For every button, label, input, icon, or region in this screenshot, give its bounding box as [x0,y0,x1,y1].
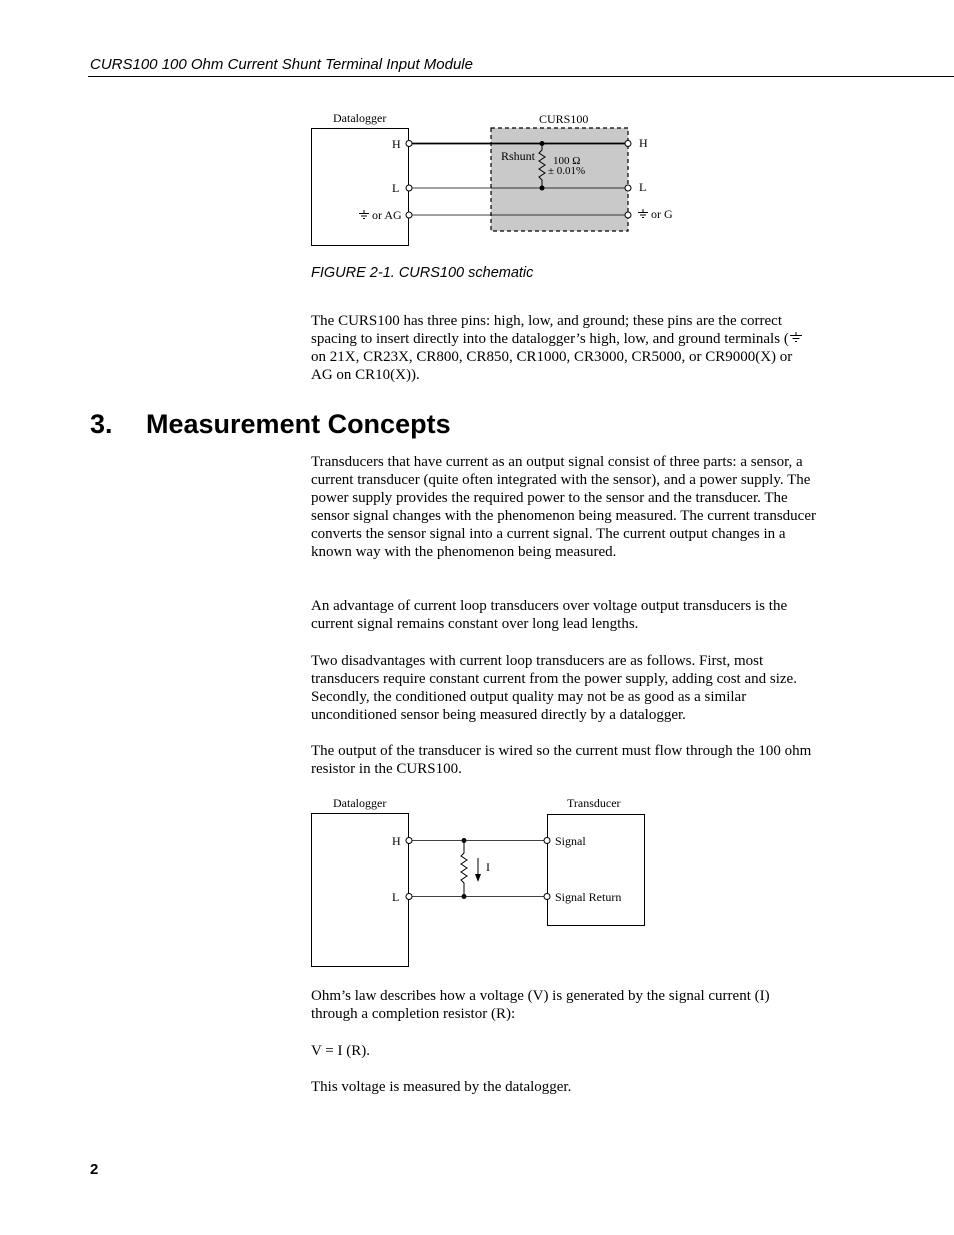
node-top [462,838,467,843]
paragraph: Ohm’s law describes how a voltage (V) is generated by the signal current (I) through a completion resistor (R): [311,988,770,1022]
node-l [540,186,545,191]
node-h [540,141,545,146]
fig1-mod-l: L [639,180,647,194]
completion-resistor [461,843,467,894]
signal-terminal [544,838,550,844]
signal-return-terminal [544,894,550,900]
section-title: Measurement Concepts [146,409,451,439]
dl-ground-terminal [406,212,412,218]
transducer-wiring-diagram [305,793,665,973]
curs100-schematic [305,108,685,248]
dl-h-terminal [406,838,412,844]
mod-h-terminal [625,141,631,147]
rshunt-label: Rshunt [501,149,536,163]
current-arrow-head [475,874,481,882]
equation: V = I (R). [311,1043,371,1059]
fig1-dl-h: H [392,137,401,151]
figure-caption: FIGURE 2-1. CURS100 schematic [311,265,534,281]
fig1-dl-ground: or AG [372,208,402,222]
mod-l-terminal [625,185,631,191]
signal-return-label: Signal Return [555,890,622,904]
resistance-tolerance: ± 0.01% [548,165,586,177]
paragraph: Two disadvantages with current loop transducers are as follows. First, most transducers require constant current from the power supply, adding cost and size. Secondly, the conditioned output quality may not be as good as a similar unconditioned sensor being measured directly by a datalogger. [311,653,797,723]
fig1-mod-h: H [639,136,648,150]
paragraph: Transducers that have current as an output signal consist of three parts: a sensor, a current transducer (quite often integrated with the sensor), and a power supply. The power supply provides the required power to the sensor and the transducer. The sensor signal changes with the phenomenon being measured. The current transducer converts the sensor signal into a current signal. The current output changes in a known way with the phenomenon being measured. [311,454,816,560]
section-number: 3. [90,409,113,439]
section-heading [90,409,451,440]
ground-icon [638,209,648,218]
running-header: CURS100 100 Ohm Current Shunt Terminal Input Module [90,56,473,73]
transducer-box [548,815,645,926]
ground-icon [359,210,369,219]
current-label: I [486,860,490,874]
fig1-mod-ground: or G [651,207,673,221]
fig2-dl-h: H [392,834,401,848]
node-bottom [462,894,467,899]
fig2-dl-l: L [392,890,400,904]
paragraph: An advantage of current loop transducers over voltage output transducers is the current signal remains constant over long lead lengths. [311,598,788,632]
paragraph: This voltage is measured by the datalogger. [311,1079,572,1095]
fig2-datalogger-label: Datalogger [333,796,387,810]
resistance-value: 100 Ω [553,155,581,167]
dl-h-terminal [406,141,412,147]
ground-icon [789,332,803,344]
intro-paragraph: The CURS100 has three pins: high, low, and ground; these pins are the correct spacing to insert directly into the datalogger’s high, low, and ground terminals ( on 21X, CR23X, CR800, CR850, CR1000, CR3000, CR5000, or CR9000(X) or AG on CR10(X)). [311,312,816,384]
page-number: 2 [90,1161,99,1178]
paragraph: The output of the transducer is wired so the current must flow through the 100 ohm resistor in the CURS100. [311,743,812,777]
dl-l-terminal [406,185,412,191]
fig2-transducer-label: Transducer [567,796,621,810]
signal-label: Signal [555,834,586,848]
dl-l-terminal [406,894,412,900]
mod-ground-terminal [625,212,631,218]
fig1-module-label: CURS100 [539,112,589,126]
fig1-dl-l: L [392,181,400,195]
fig1-datalogger-label: Datalogger [333,111,387,125]
header-rule [88,76,954,77]
